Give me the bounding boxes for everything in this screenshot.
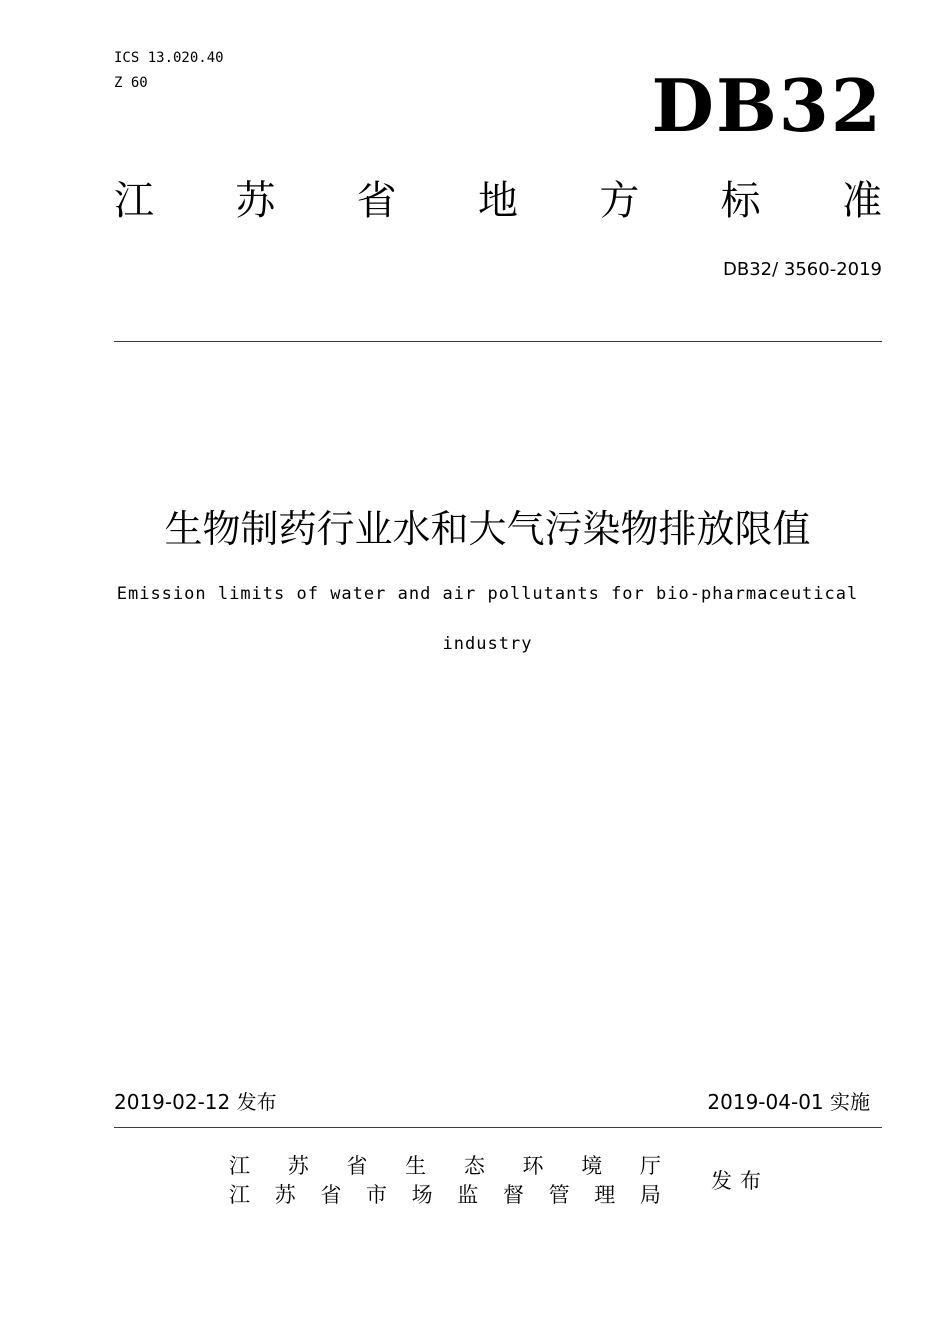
issuer-char: 苏 — [287, 1154, 309, 1178]
title-english-line1: Emission limits of water and air pollutants for bio-pharmaceutical — [116, 584, 859, 604]
standard-type-char: 地 — [477, 178, 518, 224]
issuer-char: 江 — [229, 1183, 250, 1207]
issuer-char: 省 — [346, 1154, 368, 1178]
issue-date: 2019-02-12 发布 — [114, 1090, 277, 1114]
implementation-date: 2019-04-01 实施 — [707, 1090, 870, 1114]
standard-type-char: 苏 — [235, 178, 276, 224]
title-chinese: 生物制药行业水和大气污染物排放限值 — [164, 507, 811, 551]
issuer-char: 场 — [411, 1183, 433, 1207]
publish-label: 发布 — [711, 1169, 769, 1193]
issuer-char: 态 — [463, 1154, 485, 1178]
classification-code: Z 60 — [114, 75, 148, 91]
bottom-divider — [114, 1127, 882, 1128]
issuer-char: 局 — [639, 1183, 661, 1207]
top-divider — [114, 341, 882, 342]
issuer-market-regulation — [229, 1181, 661, 1209]
issuer-char: 管 — [548, 1183, 570, 1207]
standard-type-char: 省 — [356, 178, 397, 224]
standard-type-char: 方 — [599, 178, 640, 224]
standard-type-char: 标 — [720, 178, 761, 224]
issuer-char: 督 — [502, 1183, 524, 1207]
issuer-char: 理 — [594, 1183, 616, 1207]
issuer-char: 江 — [229, 1154, 250, 1178]
issuer-char: 省 — [320, 1183, 342, 1207]
standard-type-char: 江 — [114, 178, 154, 224]
issuer-char: 市 — [365, 1183, 387, 1207]
issuer-char: 监 — [457, 1183, 479, 1207]
issuer-char: 生 — [405, 1154, 427, 1178]
issuer-char: 苏 — [274, 1183, 296, 1207]
ics-code: ICS 13.020.40 — [114, 50, 224, 66]
issuer-char: 环 — [522, 1154, 544, 1178]
standard-type-heading — [114, 176, 882, 226]
db32-logo: DB32 — [651, 63, 883, 148]
standard-type-char: 准 — [841, 178, 882, 224]
issuer-char: 境 — [581, 1154, 603, 1178]
standard-number: DB32/ 3560-2019 — [722, 259, 882, 280]
issuer-char: 厅 — [639, 1154, 661, 1178]
title-english-line2: industry — [442, 634, 533, 654]
issuer-environment-dept — [229, 1152, 661, 1180]
